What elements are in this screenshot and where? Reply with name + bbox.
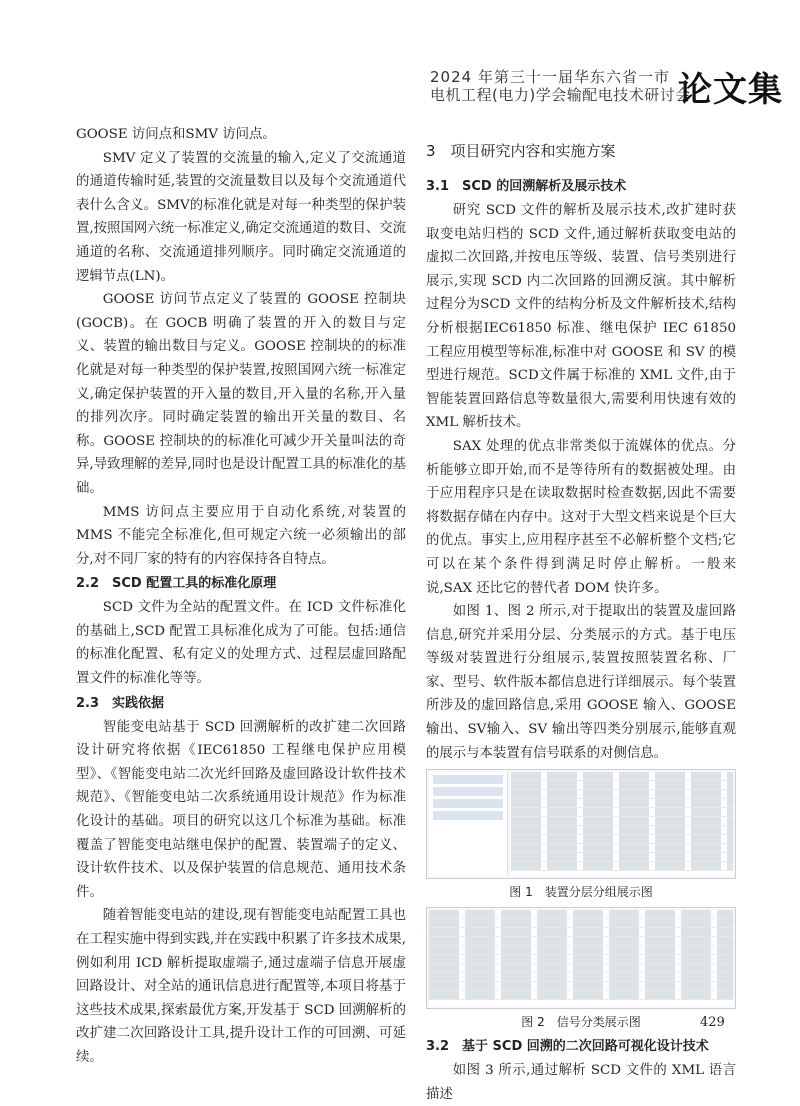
section-heading: 2.3 实践依据 xyxy=(76,695,165,711)
figure2-caption: 图 2 信号分类展示图 xyxy=(521,1015,641,1030)
paragraph: GOOSE 访问节点定义了装置的 GOOSE 控制块(GOCB)。在 GOCB 明确了装置的开入的数目与定义、装置的输出数目与定义。GOOSE 控制块的的标准化就是对每一种类型的保护装置,按照国网六统一标准定义,确定保护装置的开入量的数目,开入量的名称,开入量的排列次序。同时确定装置的输出开关量的数目、名称。GOOSE 控制块的的标准化可减少开关量叫法的奇异,导致理解的差异,同时也是设计配置工具的标准化的基础。 xyxy=(76,292,406,496)
left-column xyxy=(76,123,406,1070)
section-heading: 3.1 SCD 的回溯解析及展示技术 xyxy=(426,179,627,194)
paragraph: 如图 1、图 2 所示,对于提取出的装置及虚回路信息,研究并采用分层、分类展示的方式。基于电压等级对装置进行分组展示,装置按照装置名称、厂家、型号、软件版本都信息进行详细展示。每个装置所涉及的虚回路信息,采用 GOOSE 输入、GOOSE 输出、SV输入、SV 输出等四类分别展示,能够直观的展示与本装置有信号联系的对侧信息。 xyxy=(426,604,736,761)
paragraph: SCD 文件为全站的配置文件。在 ICD 文件标准化的基础上,SCD 配置工具标准化成为了可能。包括:通信的标准化配置、私有定义的处理方式、过程层虚回路配置文件的标准化等等。 xyxy=(76,600,406,687)
paragraph: 研究 SCD 文件的解析及展示技术,改扩建时获取变电站归档的 SCD 文件,通过解析获取变电站的虚拟二次回路,并按电压等级、装置、信号类别进行展示,实现 SCD 内二次回路的回溯反演。其中解析过程分为SCD 文件的结构分析及文件解析技术,结构分析根据IEC61850 标准、继电保护 IEC 61850 工程应用模型等标准,标准中对 GOOSE 和 SV 的模型进行规范。SCD文件属于标准的 XML 文件,由于智能装置回路信息等数量很大,需要利用快速有效的 XML 解析技术。 xyxy=(426,203,736,431)
device-tree xyxy=(429,772,508,876)
section-heading: 2.2 SCD 配置工具的标准化原理 xyxy=(76,576,277,592)
header-line2: 电机工程(电力)学会输配电技术研讨会 xyxy=(430,86,691,104)
signal-table xyxy=(429,910,733,1006)
device-table xyxy=(511,772,733,876)
paragraph: MMS 访问点主要应用于自动化系统,对装置的MMS 不能完全标准化,但可规定六统一必须输出的部分,对不同厂家的特有的内容保持各自特点。 xyxy=(76,504,406,567)
section-heading: 3.2 基于 SCD 回溯的二次回路可视化设计技术 xyxy=(426,1039,709,1055)
paragraph: 如图 3 所示,通过解析 SCD 文件的 XML 语言描述 xyxy=(426,1063,736,1102)
paragraph: GOOSE 访问点和SMV 访问点。 xyxy=(76,127,276,142)
figure1-screenshot xyxy=(426,769,736,879)
right-column xyxy=(426,123,736,1106)
paragraph: 智能变电站基于 SCD 回溯解析的改扩建二次回路设计研究将依据《IEC61850 工程继电保护应用模型》、《智能变电站二次光纤回路及虚回路设计软件技术规范》、《智能变电站二次系统通用设计规范》作为标准化设计的基础。项目的研究以这几个标准为基础。标准覆盖了智能变电站继电保护的配置、装置端子的定义、设计软件技术、以及保护装置的信息规范、通用技术条件。 xyxy=(76,719,406,900)
paragraph: SMV 定义了装置的交流量的输入,定义了交流通道的通道传输时延,装置的交流量数目以及每个交流通道代表什么含义。SMV的标准化就是对每一种类型的保护装置,按照国网六统一标准定义,确定交流通道的数目、交流通道的名称、交流通道排列顺序。同时确定交流通道的逻辑节点(LN)。 xyxy=(76,150,406,284)
figure2-screenshot xyxy=(426,907,736,1009)
chapter-heading: 3 项目研究内容和实施方案 xyxy=(426,142,616,160)
page-number: 429 xyxy=(700,1015,725,1030)
page-header xyxy=(0,0,800,112)
paragraph: SAX 处理的优点非常类似于流媒体的优点。分析能够立即开始,而不是等待所有的数据被处理。由于应用程序只是在读取数据时检查数据,因此不需要将数据存储在内存中。这对于大型文档来说是个巨大的优点。事实上,应用程序甚至不必解析整个文档;它可以在某个条件得到满足时停止解析。一般来说,SAX 还比它的替代者 DOM 快许多。 xyxy=(426,438,736,596)
paragraph: 随着智能变电站的建设,现有智能变电站配置工具也在工程实施中得到实践,并在实践中积累了许多技术成果,例如利用 ICD 解析提取虚端子,通过虚端子信息开展虚回路设计、对全站的通讯信息进行配置等,本项目将基于这些技术成果,探索最优方案,开发基于 SCD 回溯解析的改扩建二次回路设计工具,提升设计工作的可回溯、可延续。 xyxy=(76,908,406,1065)
header-title: 论文集 xyxy=(678,70,783,110)
figure1-caption: 图 1 装置分层分组展示图 xyxy=(509,885,653,900)
header-line1: 2024 年第三十一届华东六省一市 xyxy=(430,68,670,86)
